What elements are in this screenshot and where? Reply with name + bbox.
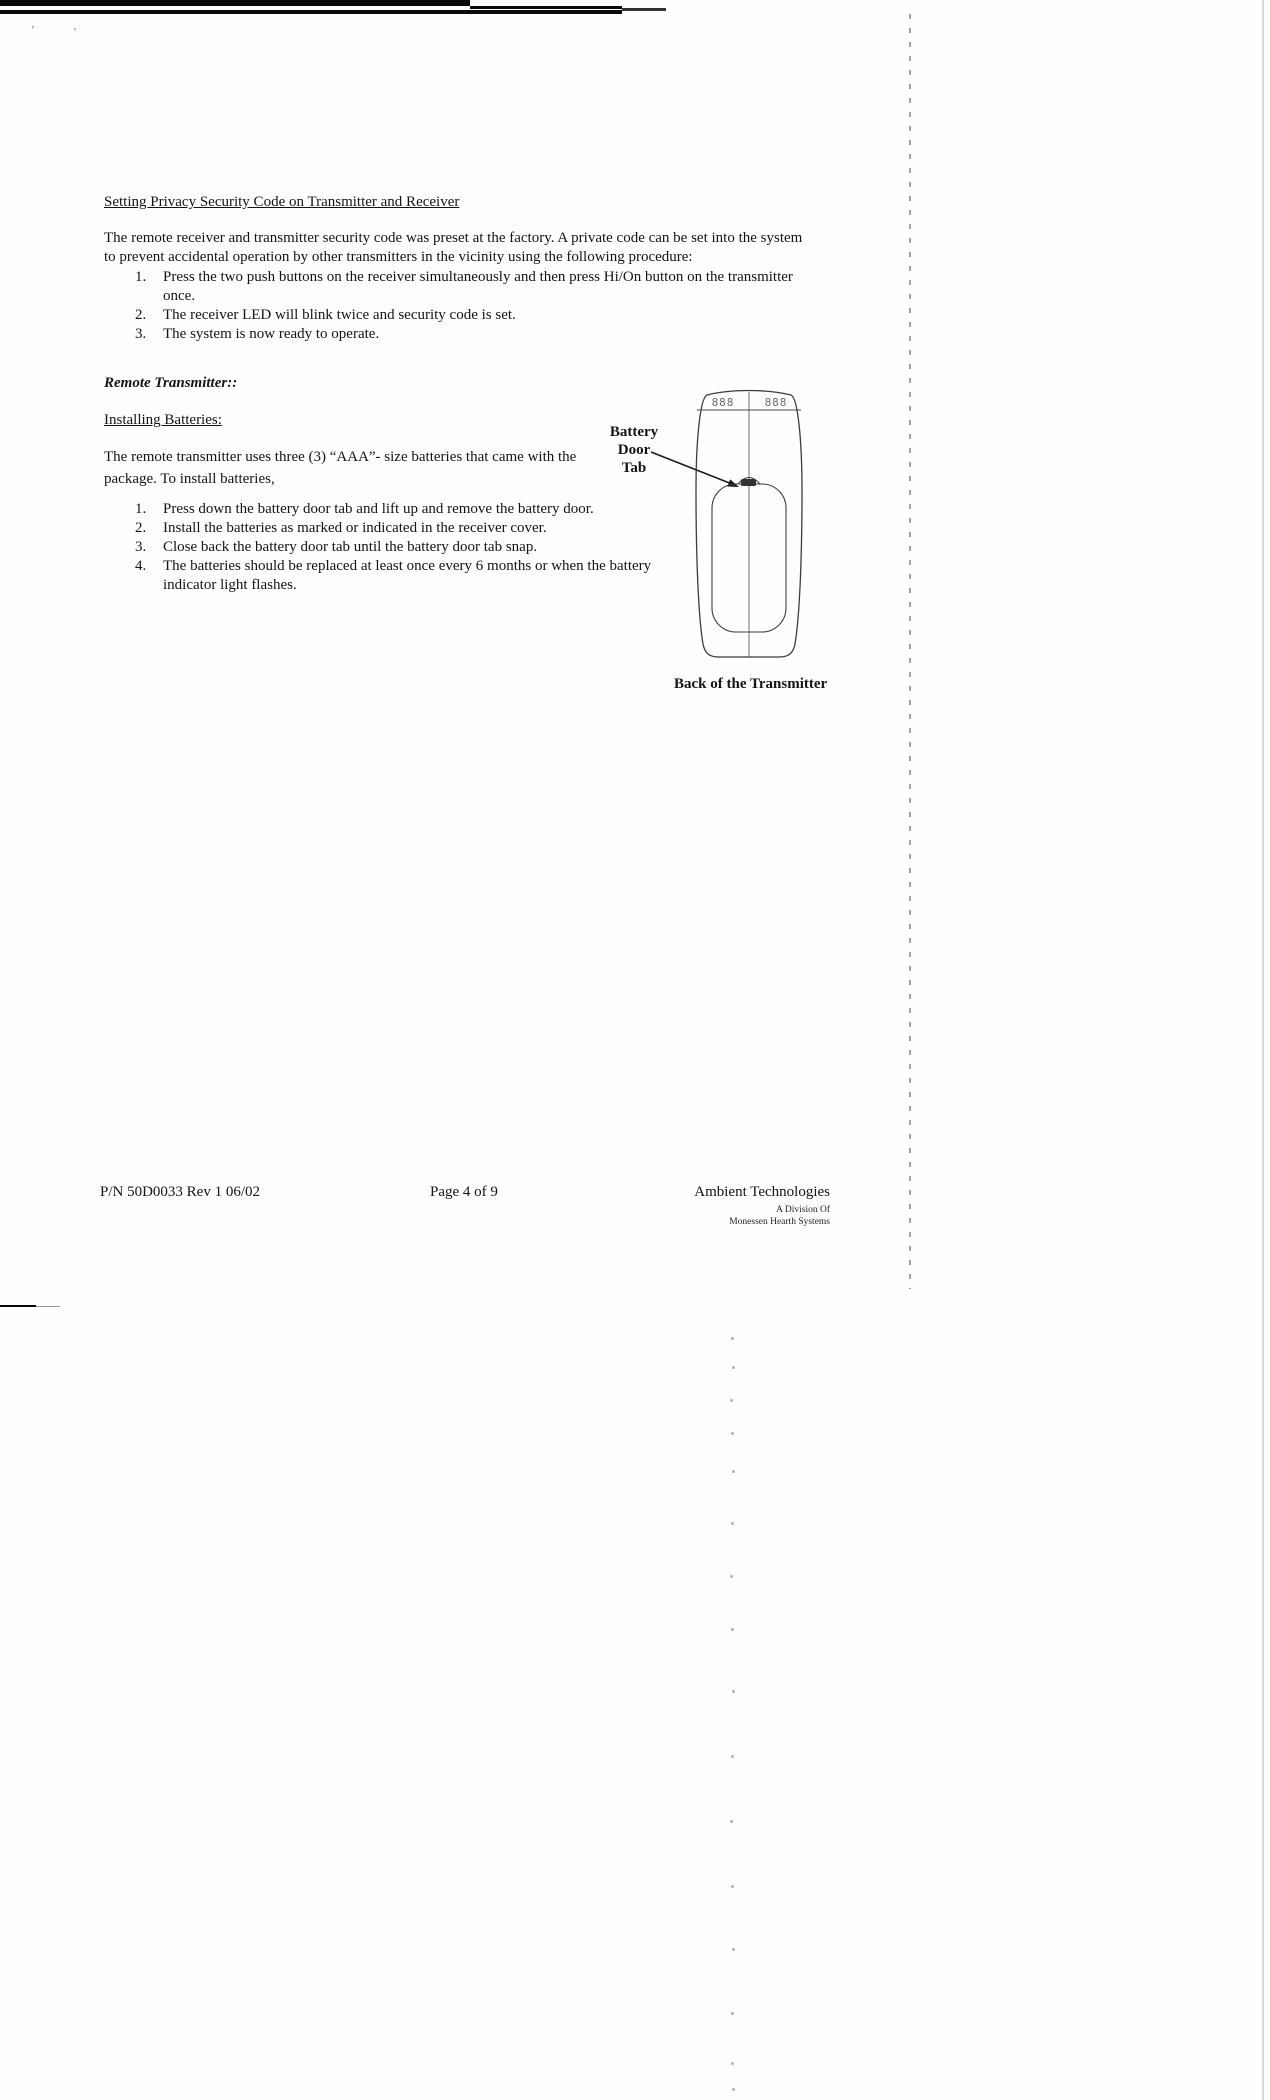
footer-division-line: A Division Of [776, 1205, 830, 1215]
scan-artifact-top-bar [0, 0, 470, 6]
scan-noise-dot [732, 1948, 735, 1951]
display-digits-left: 888 [711, 396, 735, 409]
scan-noise-dot [731, 1755, 734, 1758]
scan-noise-dot [731, 1337, 734, 1340]
scan-noise-dot [730, 1820, 733, 1823]
scan-artifact-top-bar [622, 8, 666, 11]
scan-artifact-mark: ’ [31, 24, 35, 36]
scan-artifact-page-edge [1262, 0, 1264, 2100]
scan-noise-dot [732, 2088, 735, 2091]
scan-artifact-bottom-line [36, 1306, 60, 1307]
scan-noise-dot [731, 1885, 734, 1888]
scan-noise-dot [730, 1399, 733, 1402]
list-item [135, 557, 680, 595]
battery-door-tab-label-line: Tab [621, 460, 647, 476]
scan-noise-dot [730, 1575, 733, 1578]
scan-noise-dot [731, 2012, 734, 2015]
scan-noise-dot [732, 1470, 735, 1473]
security-code-heading: Setting Privacy Security Code on Transmitter and Receiver [104, 194, 460, 210]
step-text: The system is now ready to operate. [163, 326, 380, 342]
scan-noise-dot [731, 1432, 734, 1435]
scan-noise-dot [731, 2062, 734, 2065]
remote-transmitter-heading: Remote Transmitter:: [104, 375, 238, 391]
scan-artifact-dashed-line [908, 14, 912, 1294]
transmitter-back-figure [683, 386, 815, 668]
security-intro-paragraph: The remote receiver and transmitter security code was preset at the factory. A private code can be set into the system to prevent accidental operation by other transmitters in the vicinity using the following procedure: [104, 230, 803, 265]
scan-noise-dot [731, 1522, 734, 1525]
step-text: The receiver LED will blink twice and security code is set. [163, 307, 516, 323]
step-text: Press down the battery door tab and lift up and remove the battery door. [163, 501, 594, 517]
step-number: 1. [135, 269, 147, 285]
battery-door-tab-icon [741, 479, 756, 486]
footer-page-number: Page 4 of 9 [430, 1184, 498, 1200]
figure-caption: Back of the Transmitter [674, 676, 828, 692]
footer-company-name: Ambient Technologies [694, 1184, 830, 1200]
step-text: The batteries should be replaced at least once every 6 months or when the battery indicator light flashes. [163, 558, 652, 593]
scan-artifact-bottom-line [0, 1305, 36, 1307]
step-number: 2. [135, 520, 147, 536]
list-item [135, 306, 823, 325]
scan-artifact-top-bar [470, 6, 622, 9]
list-item [135, 500, 680, 519]
battery-steps-list [135, 500, 680, 595]
scan-noise-dot [732, 1690, 735, 1693]
battery-door-tab-label-line: Battery [609, 424, 659, 440]
step-number: 4. [135, 558, 147, 574]
footer-part-number: P/N 50D0033 Rev 1 06/02 [100, 1184, 261, 1200]
installing-batteries-heading: Installing Batteries: [104, 412, 222, 428]
battery-door-tab-label-line: Door [617, 442, 651, 458]
footer-division-line: Monessen Hearth Systems [729, 1217, 830, 1227]
step-number: 1. [135, 501, 147, 517]
step-number: 3. [135, 326, 147, 342]
step-number: 2. [135, 307, 147, 323]
scan-noise-dot [731, 1628, 734, 1631]
list-item [135, 325, 823, 344]
step-text: Close back the battery door tab until the battery door tab snap. [163, 539, 538, 555]
step-text: Install the batteries as marked or indicated in the receiver cover. [163, 520, 547, 536]
display-digits-right: 888 [764, 396, 788, 409]
security-steps-list [135, 268, 823, 344]
list-item [135, 519, 680, 538]
scan-noise-dot [732, 1366, 735, 1369]
batteries-intro-paragraph: The remote transmitter uses three (3) “AAA”- size batteries that came with the package. To install batteries, [104, 449, 577, 487]
step-number: 3. [135, 539, 147, 555]
scan-artifact-top-bar [0, 10, 622, 14]
list-item [135, 268, 823, 306]
footer-company-block [638, 1183, 830, 1228]
scan-artifact-mark: ’ [73, 26, 77, 38]
step-text: Press the two push buttons on the receiver simultaneously and then press Hi/On button on the transmitter once. [163, 269, 793, 304]
list-item [135, 538, 680, 557]
